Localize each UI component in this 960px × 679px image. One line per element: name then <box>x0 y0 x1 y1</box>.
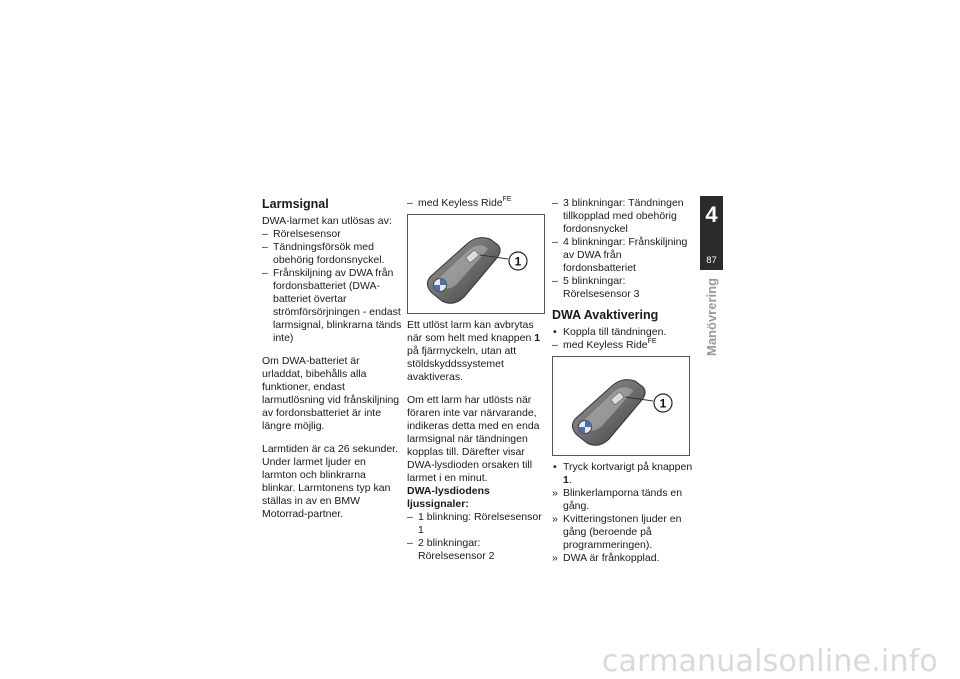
keyless-ride-item: – med Keyless Ride$^{FE}$ <box>407 197 547 210</box>
paragraph-battery: Om DWA-batteriet är urladdat, bibehålls alla funktioner, endast larmutlösning vid frånskiljning av fordonsbatteriet är inte längre möjlig. <box>262 355 400 432</box>
trigger-item: – Rörelsesensor <box>262 228 402 241</box>
option-superscript: FE <box>502 195 512 203</box>
result-item: » DWA är frånkopplad. <box>552 552 694 565</box>
chapter-number: 4 <box>705 202 718 227</box>
remote-key-illustration <box>553 357 689 455</box>
result-item: » Blinkerlamporna tänds en gång. <box>552 487 694 513</box>
heading-larmsignal: Larmsignal <box>262 197 329 211</box>
paragraph-cancel-alarm: Ett utlöst larm kan avbrytas när som helt med knappen 1 på fjärrnyckeln, utan att stöldskyddssystemet avaktiveras. <box>407 319 541 383</box>
heading-dwa-deactivation: DWA Avaktivering <box>552 308 659 322</box>
column-3 <box>552 197 694 565</box>
trigger-item: – Tändningsförsök med obehörig fordonsnyckel. <box>262 241 402 267</box>
signal-item: – 4 blinkningar: Frånskiljning av DWA från fordonsbatteriet <box>552 236 694 275</box>
column-1 <box>262 197 402 521</box>
key-figure <box>552 356 690 456</box>
option-superscript: FE <box>647 337 657 345</box>
figure-callout-label: 1 <box>514 254 522 269</box>
watermark: carmanualsonline.info <box>601 644 938 679</box>
signal-item: – 3 blinkningar: Tändningen tillkopplad med obehörig fordonsnyckel <box>552 197 694 236</box>
trigger-item: – Frånskiljning av DWA från fordonsbatteriet (DWA-batteriet övertar strömförsörjningen - endast larmsignal, blinkrarna tänds inte) <box>262 267 402 345</box>
column-2 <box>407 197 547 563</box>
subheading-led-signals: DWA-lysdiodens ljussignaler: <box>407 485 490 510</box>
result-item: » Kvitteringstonen ljuder en gång (beroende på programmeringen). <box>552 513 694 552</box>
key-figure <box>407 214 545 314</box>
paragraph-alarm-absent: Om ett larm har utlösts när föraren inte var närvarande, indikeras detta med en enda larmsignal när tändningen kopplas till. Därefter visar DWA-lysdioden orsaken till larmet i en minut. <box>407 394 540 484</box>
page-number: 87 <box>706 255 717 266</box>
figure-callout-label: 1 <box>659 396 667 411</box>
step-ignition: • Koppla till tändningen. <box>552 326 694 339</box>
paragraph-alarm-duration: Larmtiden är ca 26 sekunder. Under larmet ljuder en larmton och blinkrarna blinkar. Larmtonens typ kan ställas in av en BMW Motorrad-partner. <box>262 443 398 520</box>
signal-item: – 2 blinkningar: Rörelsesensor 2 <box>407 537 547 563</box>
signal-item: – 1 blinkning: Rörelsesensor 1 <box>407 511 547 537</box>
step-press-button: • Tryck kortvarigt på knappen 1. <box>552 461 694 487</box>
remote-key-illustration <box>408 215 544 313</box>
keyless-ride-item: – med Keyless Ride$^{FE}$ <box>552 339 694 352</box>
signal-item: – 5 blinkningar: Rörelsesensor 3 <box>552 275 694 301</box>
chapter-tab <box>700 196 723 270</box>
chapter-title: Manövrering <box>704 278 719 357</box>
intro-text: DWA-larmet kan utlösas av: <box>262 215 392 227</box>
